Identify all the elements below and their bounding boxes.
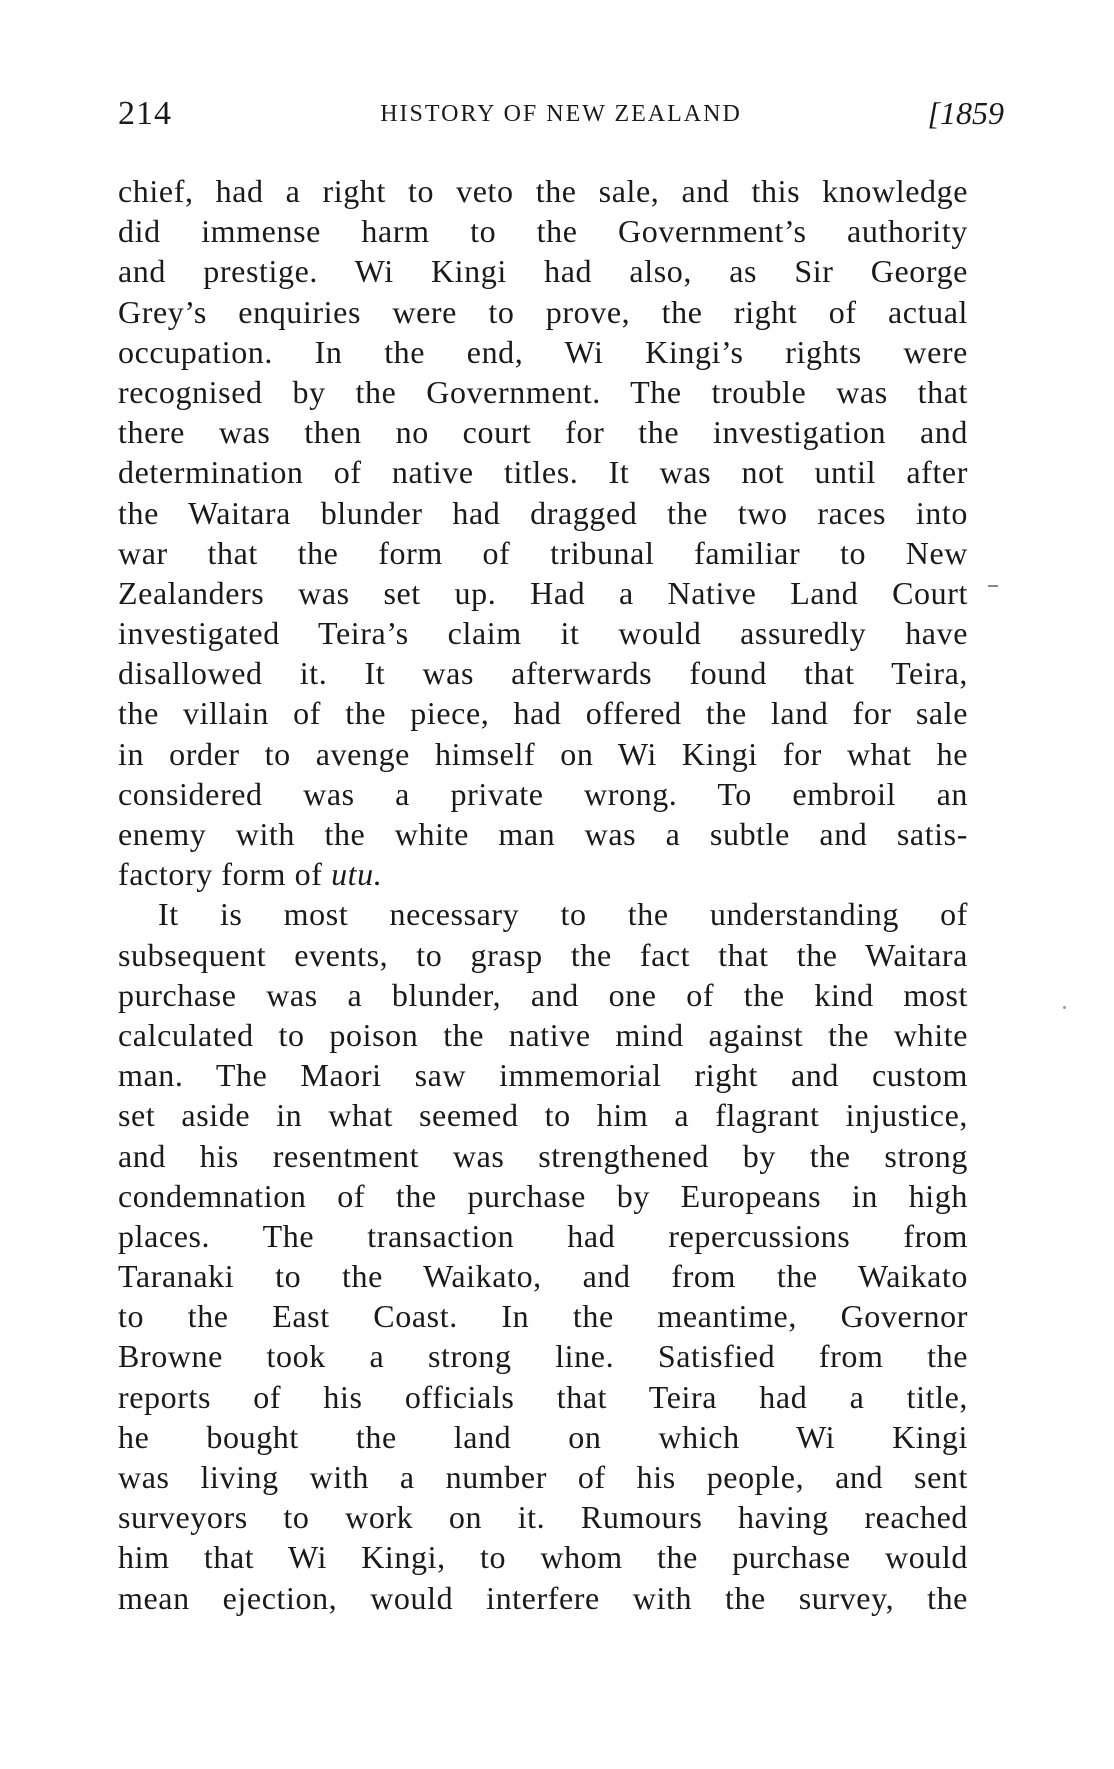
text-line: reports of his officials that Teira had a title, — [118, 1378, 968, 1415]
text-line: determination of native titles. It was not until after — [118, 454, 968, 491]
text-line: the villain of the piece, had offered the land for sale — [118, 695, 968, 732]
text-line-last — [118, 854, 968, 894]
text-line: was living with a number of his people, and sent — [118, 1459, 968, 1495]
text-line: in order to avenge himself on Wi Kingi for what he — [118, 735, 968, 772]
text-line: and prestige. Wi Kingi had also, as Sir George — [118, 253, 968, 290]
text-line: Browne took a strong line. Satisfied from the — [118, 1338, 968, 1375]
year-marker: [1859 — [927, 95, 1004, 131]
text-line: set aside in what seemed to him a flagrant injustice, — [118, 1097, 968, 1134]
page-number: 214 — [118, 95, 172, 132]
running-head — [118, 95, 1004, 135]
text-fragment: factory form of — [118, 856, 332, 893]
text-line: purchase was a blunder, and one of the kind most — [118, 976, 968, 1013]
text-line: did immense harm to the Government’s authority — [118, 213, 968, 250]
text-line: man. The Maori saw immemorial right and custom — [118, 1057, 968, 1094]
text-line: enemy with the white man was a subtle and satis- — [118, 816, 968, 852]
text-line: chief, had a right to veto the sale, and this knowledge — [118, 173, 968, 209]
text-line: considered was a private wrong. To embroil an — [118, 775, 968, 812]
margin-speck — [1063, 1006, 1066, 1009]
text-line: Zealanders was set up. Had a Native Land Court — [118, 574, 968, 611]
text-line: subsequent events, to grasp the fact that the Waitara — [118, 936, 968, 973]
text-line: Grey’s enquiries were to prove, the right of actual — [118, 293, 968, 330]
text-line: occupation. In the end, Wi Kingi’s rights were — [118, 333, 968, 370]
italic-term: utu. — [331, 856, 383, 893]
text-line: surveyors to work on it. Rumours having reached — [118, 1499, 968, 1536]
text-line: calculated to poison the native mind against the white — [118, 1016, 968, 1053]
text-line: to the East Coast. In the meantime, Governor — [118, 1298, 968, 1335]
text-line: war that the form of tribunal familiar to New — [118, 534, 968, 571]
text-line: he bought the land on which Wi Kingi — [118, 1418, 968, 1455]
text-line: Taranaki to the Waikato, and from the Waikato — [118, 1258, 968, 1295]
running-title: HISTORY OF NEW ZEALAND — [380, 101, 742, 127]
paragraph-first-line: It is most necessary to the understanding of — [158, 896, 968, 933]
text-line: places. The transaction had repercussions from — [118, 1217, 968, 1254]
text-line: there was then no court for the investigation and — [118, 414, 968, 451]
text-line: him that Wi Kingi, to whom the purchase would — [118, 1539, 968, 1576]
text-line: the Waitara blunder had dragged the two races into — [118, 494, 968, 531]
text-line: mean ejection, would interfere with the survey, the — [118, 1579, 968, 1616]
text-line: investigated Teira’s claim it would assuredly have — [118, 615, 968, 652]
text-line: condemnation of the purchase by Europeans in high — [118, 1177, 968, 1214]
body-text — [118, 171, 968, 1618]
text-line: disallowed it. It was afterwards found that Teira, — [118, 655, 968, 692]
text-line: recognised by the Government. The trouble was that — [118, 373, 968, 410]
margin-mark — [988, 585, 998, 587]
text-line: and his resentment was strengthened by the strong — [118, 1137, 968, 1174]
